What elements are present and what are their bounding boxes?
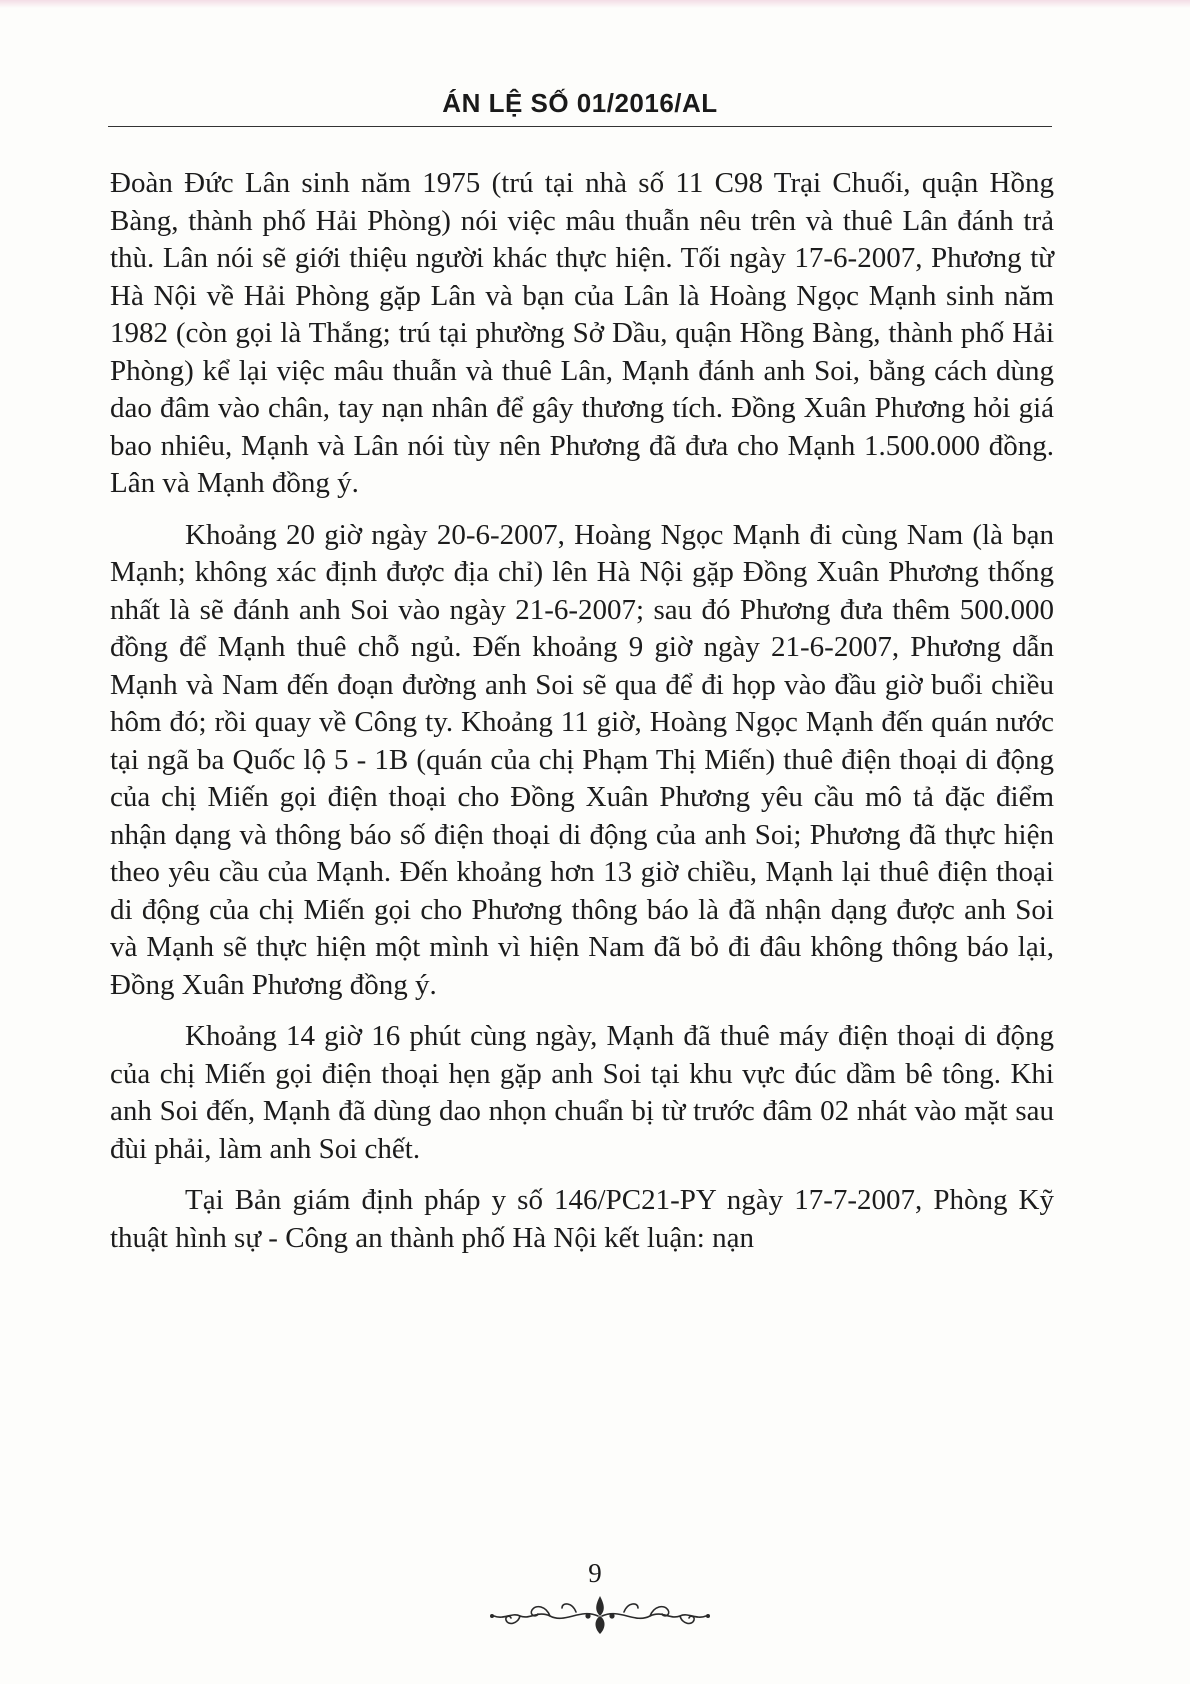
paragraph-continuation: Đoàn Đức Lân sinh năm 1975 (trú tại nhà số 11 C98 Trại Chuối, quận Hồng Bàng, thành phố Hải Phòng) nói việc mâu thuẫn nêu trên và thuê Lân đánh trả thù. Lân nói sẽ giới thiệu người khác thực hiện. Tối ngày 17-6-2007, Phương từ Hà Nội về Hải Phòng gặp Lân và bạn của Lân là Hoàng Ngọc Mạnh sinh năm 1982 (còn gọi là Thắng; trú tại phường Sở Dầu, quận Hồng Bàng, thành phố Hải Phòng) kể lại việc mâu thuẫn và thuê Lân, Mạnh đánh anh Soi, bằng cách dùng dao đâm vào chân, tay nạn nhân để gây thương tích. Đồng Xuân Phương hỏi giá bao nhiêu, Mạnh và Lân nói tùy nên Phương đã đưa cho Mạnh 1.500.000 đồng. Lân và Mạnh đồng ý. [110, 167, 1054, 499]
header-divider [108, 126, 1052, 127]
page-number: 9 [588, 1558, 602, 1588]
running-header [108, 78, 1052, 128]
decorative-scroll-ornament-icon [480, 1590, 720, 1640]
running-header-title: ÁN LỆ SỐ 01/2016/AL [442, 88, 718, 118]
body-text [110, 165, 1054, 1271]
page-top-edge [0, 0, 1190, 8]
paragraph: Khoảng 20 giờ ngày 20-6-2007, Hoàng Ngọc Mạnh đi cùng Nam (là bạn Mạnh; không xác định được địa chỉ) lên Hà Nội gặp Đồng Xuân Phương thống nhất là sẽ đánh anh Soi vào ngày 21-6-2007; sau đó Phương đưa thêm 500.000 đồng để Mạnh thuê chỗ ngủ. Đến khoảng 9 giờ ngày 21-6-2007, Phương dẫn Mạnh và Nam đến đoạn đường anh Soi sẽ qua để đi họp vào đầu giờ buổi chiều hôm đó; rồi quay về Công ty. Khoảng 11 giờ, Hoàng Ngọc Mạnh đến quán nước tại ngã ba Quốc lộ 5 - 1B (quán của chị Phạm Thị Miến) thuê điện thoại di động của chị Miến gọi điện thoại cho Đồng Xuân Phương yêu cầu mô tả đặc điểm nhận dạng và thông báo số điện thoại di động của anh Soi; Phương đã thực hiện theo yêu cầu của Mạnh. Đến khoảng hơn 13 giờ chiều, Mạnh lại thuê điện thoại di động của chị Miến gọi cho Phương thông báo là đã nhận dạng được anh Soi và Mạnh sẽ thực hiện một mình vì hiện Nam đã bỏ đi đâu không thông báo lại, Đồng Xuân Phương đồng ý. [110, 518, 1054, 1001]
paragraph: Khoảng 14 giờ 16 phút cùng ngày, Mạnh đã thuê máy điện thoại di động của chị Miến gọi điện thoại hẹn gặp anh Soi tại khu vực đúc dầm bê tông. Khi anh Soi đến, Mạnh đã dùng dao nhọn chuẩn bị từ trước đâm 02 nhát vào mặt sau đùi phải, làm anh Soi chết. [110, 1020, 1054, 1165]
paragraph: Tại Bản giám định pháp y số 146/PC21-PY ngày 17-7-2007, Phòng Kỹ thuật hình sự - Công an thành phố Hà Nội kết luận: nạn [110, 1184, 1054, 1254]
